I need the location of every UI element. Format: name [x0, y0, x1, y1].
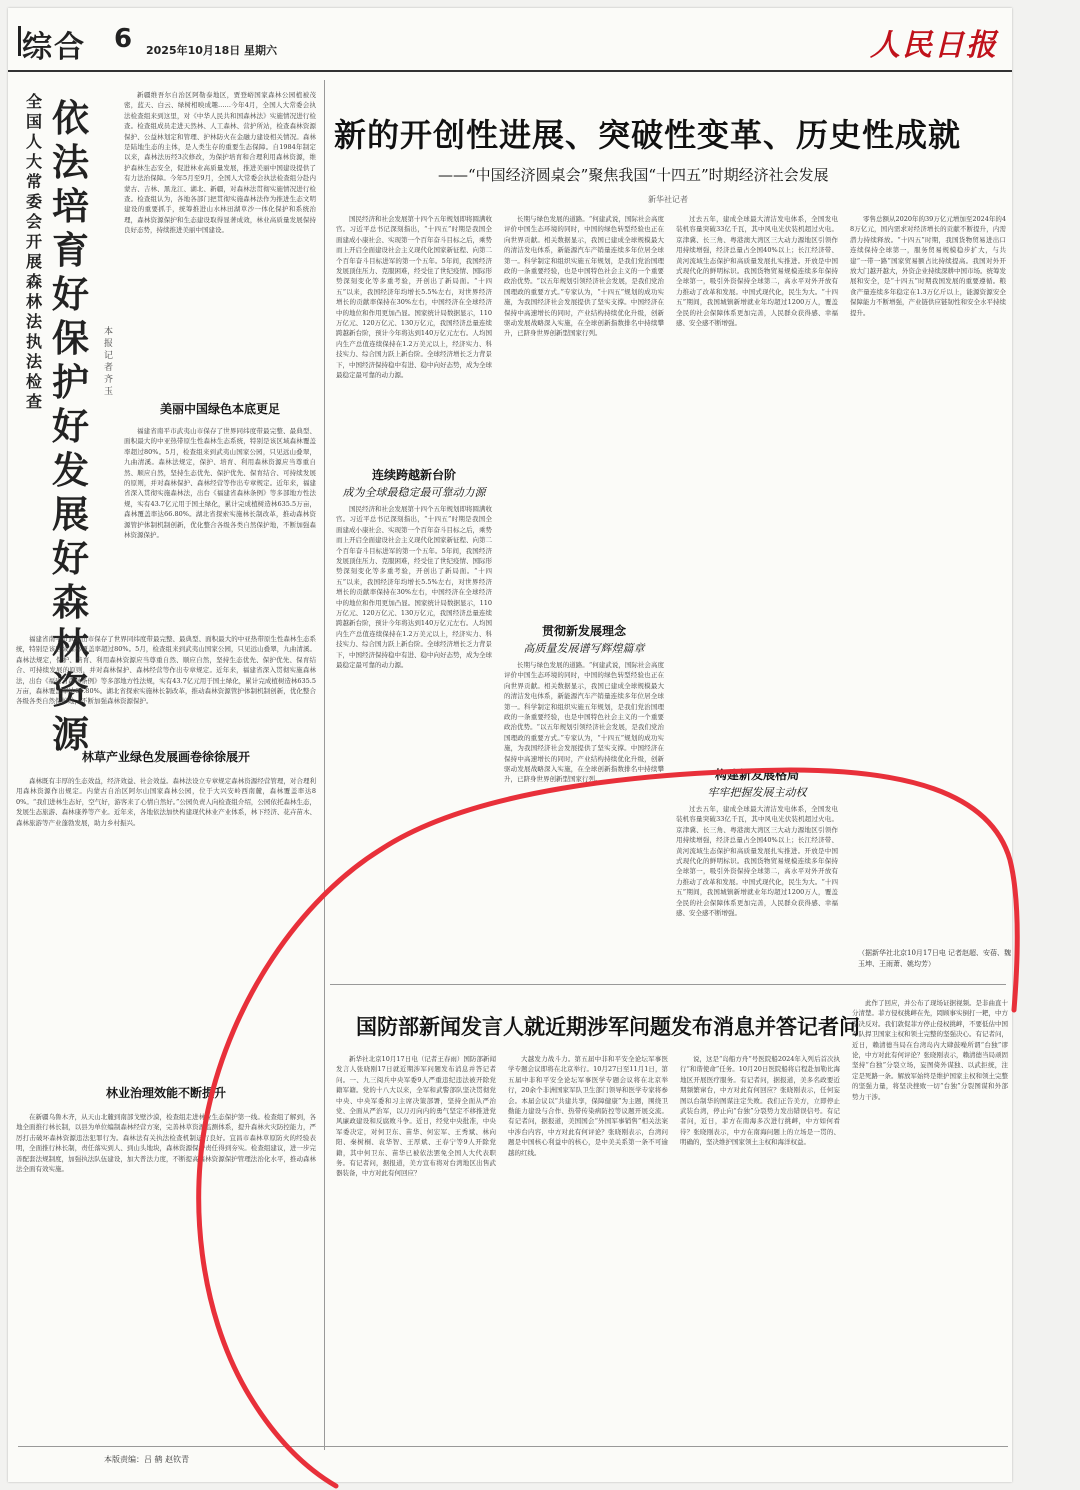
masthead	[8, 8, 1012, 72]
section-subhead: 美丽中国绿色本底更足	[159, 402, 280, 416]
main-column-1	[336, 214, 492, 460]
main-column-2-cont	[504, 660, 664, 972]
section-subhead: 林业治理效能不断提升	[105, 1086, 226, 1100]
article-headline: 依法培育好保护好发展好森林资源	[52, 96, 89, 756]
article-byline: 本报记者 齐玉	[104, 327, 114, 397]
section-subhead-line2: 牢牢把握发展主动权	[707, 786, 807, 799]
editor-note: 本版责编：吕 鹤 赵钦青	[104, 1455, 190, 1464]
paragraph: 国民经济和社会发展第十四个五年规划即将圆满收官。习近平总书记深刻指出，“十四五”时期是我国全面建成小康社会、实现第一个百年奋斗目标之后，乘势而上开启全面建设社会主义现代化国家新征程、向第二个百年奋斗目标进军的第一个五年。5年间，我国经济发展顶住压力、克服困难，经受住了世纪疫情、国际形势深刻变化等多重考验，开创出了新局面。“十四五”以来，我国经济年均增长5.5%左右，对世界经济增长的贡献率保持在30%左右，中国经济在全球经济中的地位和作用更加凸显。国家统计局数据显示，110万亿元、120万亿元、130万亿元，我国经济总量连续跨越新台阶，预计今年将达到140万亿元左右。人均国内生产总值连续保持在1.2万美元以上，经济实力、科技实力、综合国力跃上新台阶。全球经济增长乏力背景下，中国经济保持稳中有进、稳中向好态势，成为全球最稳定最可靠的动力源。	[336, 215, 492, 380]
bottom-column-2	[508, 1054, 668, 1444]
article-body-section	[16, 634, 316, 734]
bottom-headline: 国防部新闻发言人就近期涉军问题发布消息并答记者问	[356, 1014, 860, 1039]
bottom-column-4	[852, 998, 1008, 1444]
paragraph: 过去五年，建成全球最大清洁发电体系，全国发电装机容量突破33亿千瓦，其中风电光伏装机超过火电。京津冀、长三角、粤港澳大湾区三大动力源地区引领作用持续增强，经济总量占全国40%以上；长江经济带、黄河流域生态保护和高质量发展扎实推进。开放是中国式现代化的鲜明标识。我国货物贸易规模连续多年保持全球第一，吸引外资保持全球第二，高水平对外开放有力推动了改革和发展。中国式现代化，民生为大。“十四五”期间，我国城镇新增就业年均超过1200万人，覆盖全民的社会保障体系更加完善，人民群众获得感、幸福感、安全感不断增强。	[676, 215, 838, 328]
paragraph: 零售总额从2020年的39万亿元增加至2024年的48万亿元，国内需求对经济增长的贡献不断提升，内需潜力持续释放。“十四五”时期，我国货物贸易进出口连续保持全球第一，服务贸易规模稳步扩大，与共建“一带一路”国家贸易额占比持续提高。我国对外开放大门越开越大，外资企业持续深耕中国市场。统筹发展和安全，是“十四五”时期我国发展的重要遵循。粮食产量连续多年稳定在1.3万亿斤以上，能源资源安全保障能力不断增强，产业链供应链韧性和安全水平持续提升。	[850, 215, 1006, 317]
paragraph: 森林既有丰厚的生态效益，经济效益、社会效益。森林法设立专章规定森林资源经营管理，对合理利用森林资源作出规定。内蒙古自治区阿尔山国家森林公园，位于大兴安岭西南麓，森林覆盖率达80%。“我们进林生态好，空气好，游客来了心情自然好。”公园负责人向检查组介绍，公园依托森林生态，发展生态旅游、森林康养等产业。近年来，各地依法加快构建现代林业产业体系，林下经济、花卉苗木、森林旅游等产业蓬勃发展，助力乡村振兴。	[16, 777, 316, 827]
article-kicker: 全国人大常委会开展森林法执法检查	[26, 92, 43, 411]
main-column-2	[504, 214, 664, 618]
paragraph: 新华社北京10月17日电（记者王春雨）国防部新闻发言人张晓刚17日就近期涉军问题发布消息并答记者问。一、九三阅兵中央军委9人严重违纪违法被开除党籍军籍。党的十八大以来，全军和武警部队坚决贯彻党中央、中央军委和习主席决策部署，坚持全面从严治党、全面从严治军，以刀刃向内的勇气坚定不移推进党风廉政建设和反腐败斗争。近日，经党中央批准，中央军委决定，对何卫东、苗华、何宏军、王秀斌、林向阳、秦树桐、袁华智、王厚斌、王春宁等9人开除党籍，其中何卫东、苗华已被依法罢免全国人大代表职务。有记者问，据报道，美方宣布将对台湾地区出售武器装备，中方对此有何回应？	[336, 1055, 496, 1178]
paragraph: 福建省南平市武夷山市保存了世界同纬度带最完整、最典型、面积最大的中亚热带原生性森林生态系统，特别是该区域森林覆盖率超过80%。5月，检查组来到武夷山国家公园，只见远山叠翠，九曲清溪。森林法规定，保护、培育、利用森林资源应当尊重自然、顺应自然，坚持生态优先、保护优先、保育结合、可持续发展的原则，并对森林保护、森林经营等作出专章规定。近年来，福建省深入贯彻实施森林法，出台《福建省森林条例》等多部地方性法规，实有43.7亿元用于国土绿化，累计完成植树造林635.5万亩，森林覆盖率达66.80%。湖北省探索实施林长制改革，推动森林资源管护体制机制创新，优化整合各级各类自然保护地，不断加强森林资源保护。	[16, 635, 316, 706]
section-subhead: 林草产业绿色发展画卷徐徐展开	[81, 750, 250, 764]
paragraph: 新疆维吾尔自治区阿勒泰地区，贾登峪国家森林公园植被茂密，蓝天、白云、绿树相映成趣……今年4月，全国人大常委会执法检查组来到这里，对《中华人民共和国森林法》实施情况进行检查。检查组成员走进天然林、人工森林、营护所站，检查森林资源保护、公益林划定和管理、护林防火在金融力建设相关情况。森林是陆地生态的主体，是人类生存的重要生态保障。自1984年制定以来，森林法历经3次修改，为保护培育和合理利用森林资源，维护森林生态安全，促进林业高质量发展，推进美丽中国建设提供了有力法治保障。今年5月至9月，全国人大常委会执法检查组分赴内蒙古、吉林、黑龙江、湖北、新疆，对森林法贯彻实施情况进行检查。检查组认为，各地各部门把贯彻实施森林法作为推进生态文明建设的重要抓手，统筹推进山水林田湖草沙一体化保护和系统治理，森林资源保护和生态建设取得显著成效，林业高质量发展保持良好态势，持续推进美丽中国建设。	[124, 91, 316, 235]
article-body-intro	[124, 90, 316, 390]
section-subhead: 连续跨越新台阶	[371, 468, 456, 482]
page-number: 6	[114, 24, 133, 54]
paragraph: 长期与绿色发展的道路。“何建武说，国际社会高度评价中国生态环境的同时，中国的绿色转型经验也正在向世界贡献。相关数据显示，我国已建成全球规模最大的清洁发电体系，新能源汽车产销量连续多年位居全球第一。科学制定和组织实施五年规划，是我们党治国理政的一条重要经验，也是中国特色社会主义的一个重要政治优势。“以五年规划引领经济社会发展，是我们党治国理政的重要方式。”专家认为，“十四五”规划的成功实施，为我国经济社会发展提供了坚实支撑。中国经济在保持中高速增长的同时，产业结构持续优化升级，创新驱动发展战略深入实施，在全球创新指数排名中持续攀升，已跻身世界创新型国家行列。	[504, 215, 664, 338]
main-headline: 新的开创性进展、突破性变革、历史性成就	[334, 116, 962, 154]
section-subhead: 构建新发展格局	[714, 768, 799, 782]
bottom-column-1	[336, 1054, 496, 1444]
section-subhead-line2: 高质量发展谱写辉煌篇章	[523, 642, 645, 655]
article-divider	[330, 984, 1006, 985]
paragraph: 在新疆乌鲁木齐，从天山北麓到南部戈壁沙漠，检查组走进林业生态保护第一线。检查组了解到，各地全面推行林长制，以县为单位编制森林经营方案，完善林草资源监测体系，提升森林火灾防控能力，严厉打击破坏森林资源违法犯罪行为。森林法有关执法检查机制运行良好。宜昌市森林草原防火的经验表明，全面推行林长制，责任落实到人、到山头地块，森林资源保护责任得到夯实。检查组建议，进一步完善配套法规制度，加强执法队伍建设，加大普法力度，不断提高森林资源保护管理法治化水平，推动森林法全面有效实施。	[16, 1113, 316, 1174]
footer-divider	[18, 1446, 1008, 1447]
issue-date: 2025年10月18日 星期六	[146, 44, 278, 57]
article-body-section	[16, 776, 316, 1068]
paragraph: 大越发力战斗力。第五届中非和平安全论坛军事医学专题会议即将在北京举行。10月27日至11月1日，第五届中非和平安全论坛军事医学专题会议将在北京举行，20余个非洲国家军队卫生部门领导和医学专家将参会。本届会议以“共建共享，保障健康”为主题，围绕卫勤能力建设与合作、热带传染病防控等议题开展交流。有记者问，据报道，美国国会“外国军事销售”相关法案中涉台内容，中方对此有何评论？张晓刚表示，台湾问题是中国核心利益中的核心，是中美关系第一条不可逾越的红线。	[508, 1055, 668, 1157]
paragraph: 国民经济和社会发展第十四个五年规划即将圆满收官。习近平总书记深刻指出，“十四五”时期是我国全面建成小康社会、实现第一个百年奋斗目标之后，乘势而上开启全面建设社会主义现代化国家新征程、向第二个百年奋斗目标进军的第一个五年。5年间，我国经济发展顶住压力、克服困难，经受住了世纪疫情、国际形势深刻变化等多重考验，开创出了新局面。“十四五”以来，我国经济年均增长5.5%左右，对世界经济增长的贡献率保持在30%左右，中国经济在全球经济中的地位和作用更加凸显。国家统计局数据显示，110万亿元、120万亿元、130万亿元，我国经济总量连续跨越新台阶，预计今年将达到140万亿元左右。人均国内生产总值连续保持在1.2万美元以上，经济实力、科技实力、综合国力跃上新台阶。全球经济增长乏力背景下，中国经济保持稳中有进、稳中向好态势，成为全球最稳定最可靠的动力源。	[336, 505, 492, 670]
section-subhead-line2: 成为全球最稳定最可靠动力源	[342, 486, 486, 499]
main-column-4	[850, 214, 1006, 942]
paragraph: 说，这是“岛船方舟”号医院船2024年入列后首次执行“和谐使命”任务。10月20日医院船将启程赴加勒比海地区开展医疗服务。有记者问，据报道，美多名政要近期频繁窜台，中方对此有何回应？张晓刚表示，任何妄图以台制华的图谋注定失败。我们正告美方，立即停止武装台湾，停止向“台独”分裂势力发出错误信号。有记者问，近日，菲方在南海多次进行挑衅，中方如何看待？张晓刚表示，中方在南海问题上的立场是一贯的、明确的，坚决维护国家领土主权和海洋权益。	[680, 1055, 840, 1147]
article-body-section	[16, 1112, 316, 1438]
section-subhead: 贯彻新发展理念	[541, 624, 626, 638]
paragraph: 过去五年，建成全球最大清洁发电体系，全国发电装机容量突破33亿千瓦，其中风电光伏装机超过火电。京津冀、长三角、粤港澳大湾区三大动力源地区引领作用持续增强，经济总量占全国40%以上；长江经济带、黄河流域生态保护和高质量发展扎实推进。开放是中国式现代化的鲜明标识。我国货物贸易规模连续多年保持全球第一，吸引外资保持全球第二，高水平对外开放有力推动了改革和发展。中国式现代化，民生为大。“十四五”期间，我国城镇新增就业年均超过1200万人，覆盖全民的社会保障体系更加完善，人民群众获得感、幸福感、安全感不断增强。	[676, 805, 838, 918]
newspaper-logo: 人民日报	[870, 28, 998, 63]
main-column-3-cont	[676, 804, 838, 972]
newspaper-page	[8, 8, 1012, 1482]
paragraph: 此作了回应，并公布了现场证据视频。是非曲直十分清楚。菲方侵权挑衅在先，罔顾事实倒打一耙，中方坚决反对。我们敦促菲方停止侵权挑衅，不要低估中国军队捍卫国家主权和领土完整的坚强决心。有记者问，近日，赖清德当局在台湾岛内大肆鼓噪所谓“台独”谬论，中方对此有何评论？张晓刚表示，赖清德当局顽固坚持“台独”分裂立场，妄图倚外谋独、以武拒统，注定是死路一条。解放军始终是维护国家主权和领土完整的坚强力量，将坚决挫败一切“台独”分裂图谋和外部势力干涉。	[852, 999, 1008, 1101]
main-column-3	[676, 214, 838, 754]
section-name: 综合	[22, 30, 86, 65]
paragraph: 福建省南平市武夷山市保存了世界同纬度带最完整、最典型、面积最大的中亚热带原生性森林生态系统，特别是该区域森林覆盖率超过80%。5月，检查组来到武夷山国家公园，只见远山叠翠，九曲清溪。森林法规定，保护、培育、利用森林资源应当尊重自然、顺应自然，坚持生态优先、保护优先、保育结合、可持续发展的原则，并对森林保护、森林经营等作出专章规定。近年来，福建省深入贯彻实施森林法，出台《福建省森林条例》等多部地方性法规，实有43.7亿元用于国土绿化，累计完成植树造林635.5万亩，森林覆盖率达66.80%。湖北省探索实施林长制改革，推动森林资源管护体制机制创新，优化整合各级各类自然保护地，不断加强森林资源保护。	[124, 427, 316, 540]
column-divider	[324, 80, 325, 1450]
section-marker	[18, 26, 21, 56]
main-byline: 新华社记者	[648, 195, 688, 204]
main-subheadline: ——“中国经济圆桌会”聚焦我国“十四五”时期经济社会发展	[438, 166, 829, 184]
article-body-section	[124, 426, 316, 630]
bottom-column-3	[680, 1054, 840, 1444]
paragraph: 长期与绿色发展的道路。“何建武说，国际社会高度评价中国生态环境的同时，中国的绿色转型经验也正在向世界贡献。相关数据显示，我国已建成全球规模最大的清洁发电体系，新能源汽车产销量连续多年位居全球第一。科学制定和组织实施五年规划，是我们党治国理政的一条重要经验，也是中国特色社会主义的一个重要政治优势。“以五年规划引领经济社会发展，是我们党治国理政的重要方式。”专家认为，“十四五”规划的成功实施，为我国经济社会发展提供了坚实支撑。中国经济在保持中高速增长的同时，产业结构持续优化升级，创新驱动发展战略深入实施，在全球创新指数排名中持续攀升，已跻身世界创新型国家行列。	[504, 661, 664, 784]
article-credit: （据新华社北京10月17日电 记者赵超、安蓓、魏玉坤、王雨萧、姚均芳）	[858, 949, 1012, 968]
main-column-1-cont	[336, 504, 492, 972]
